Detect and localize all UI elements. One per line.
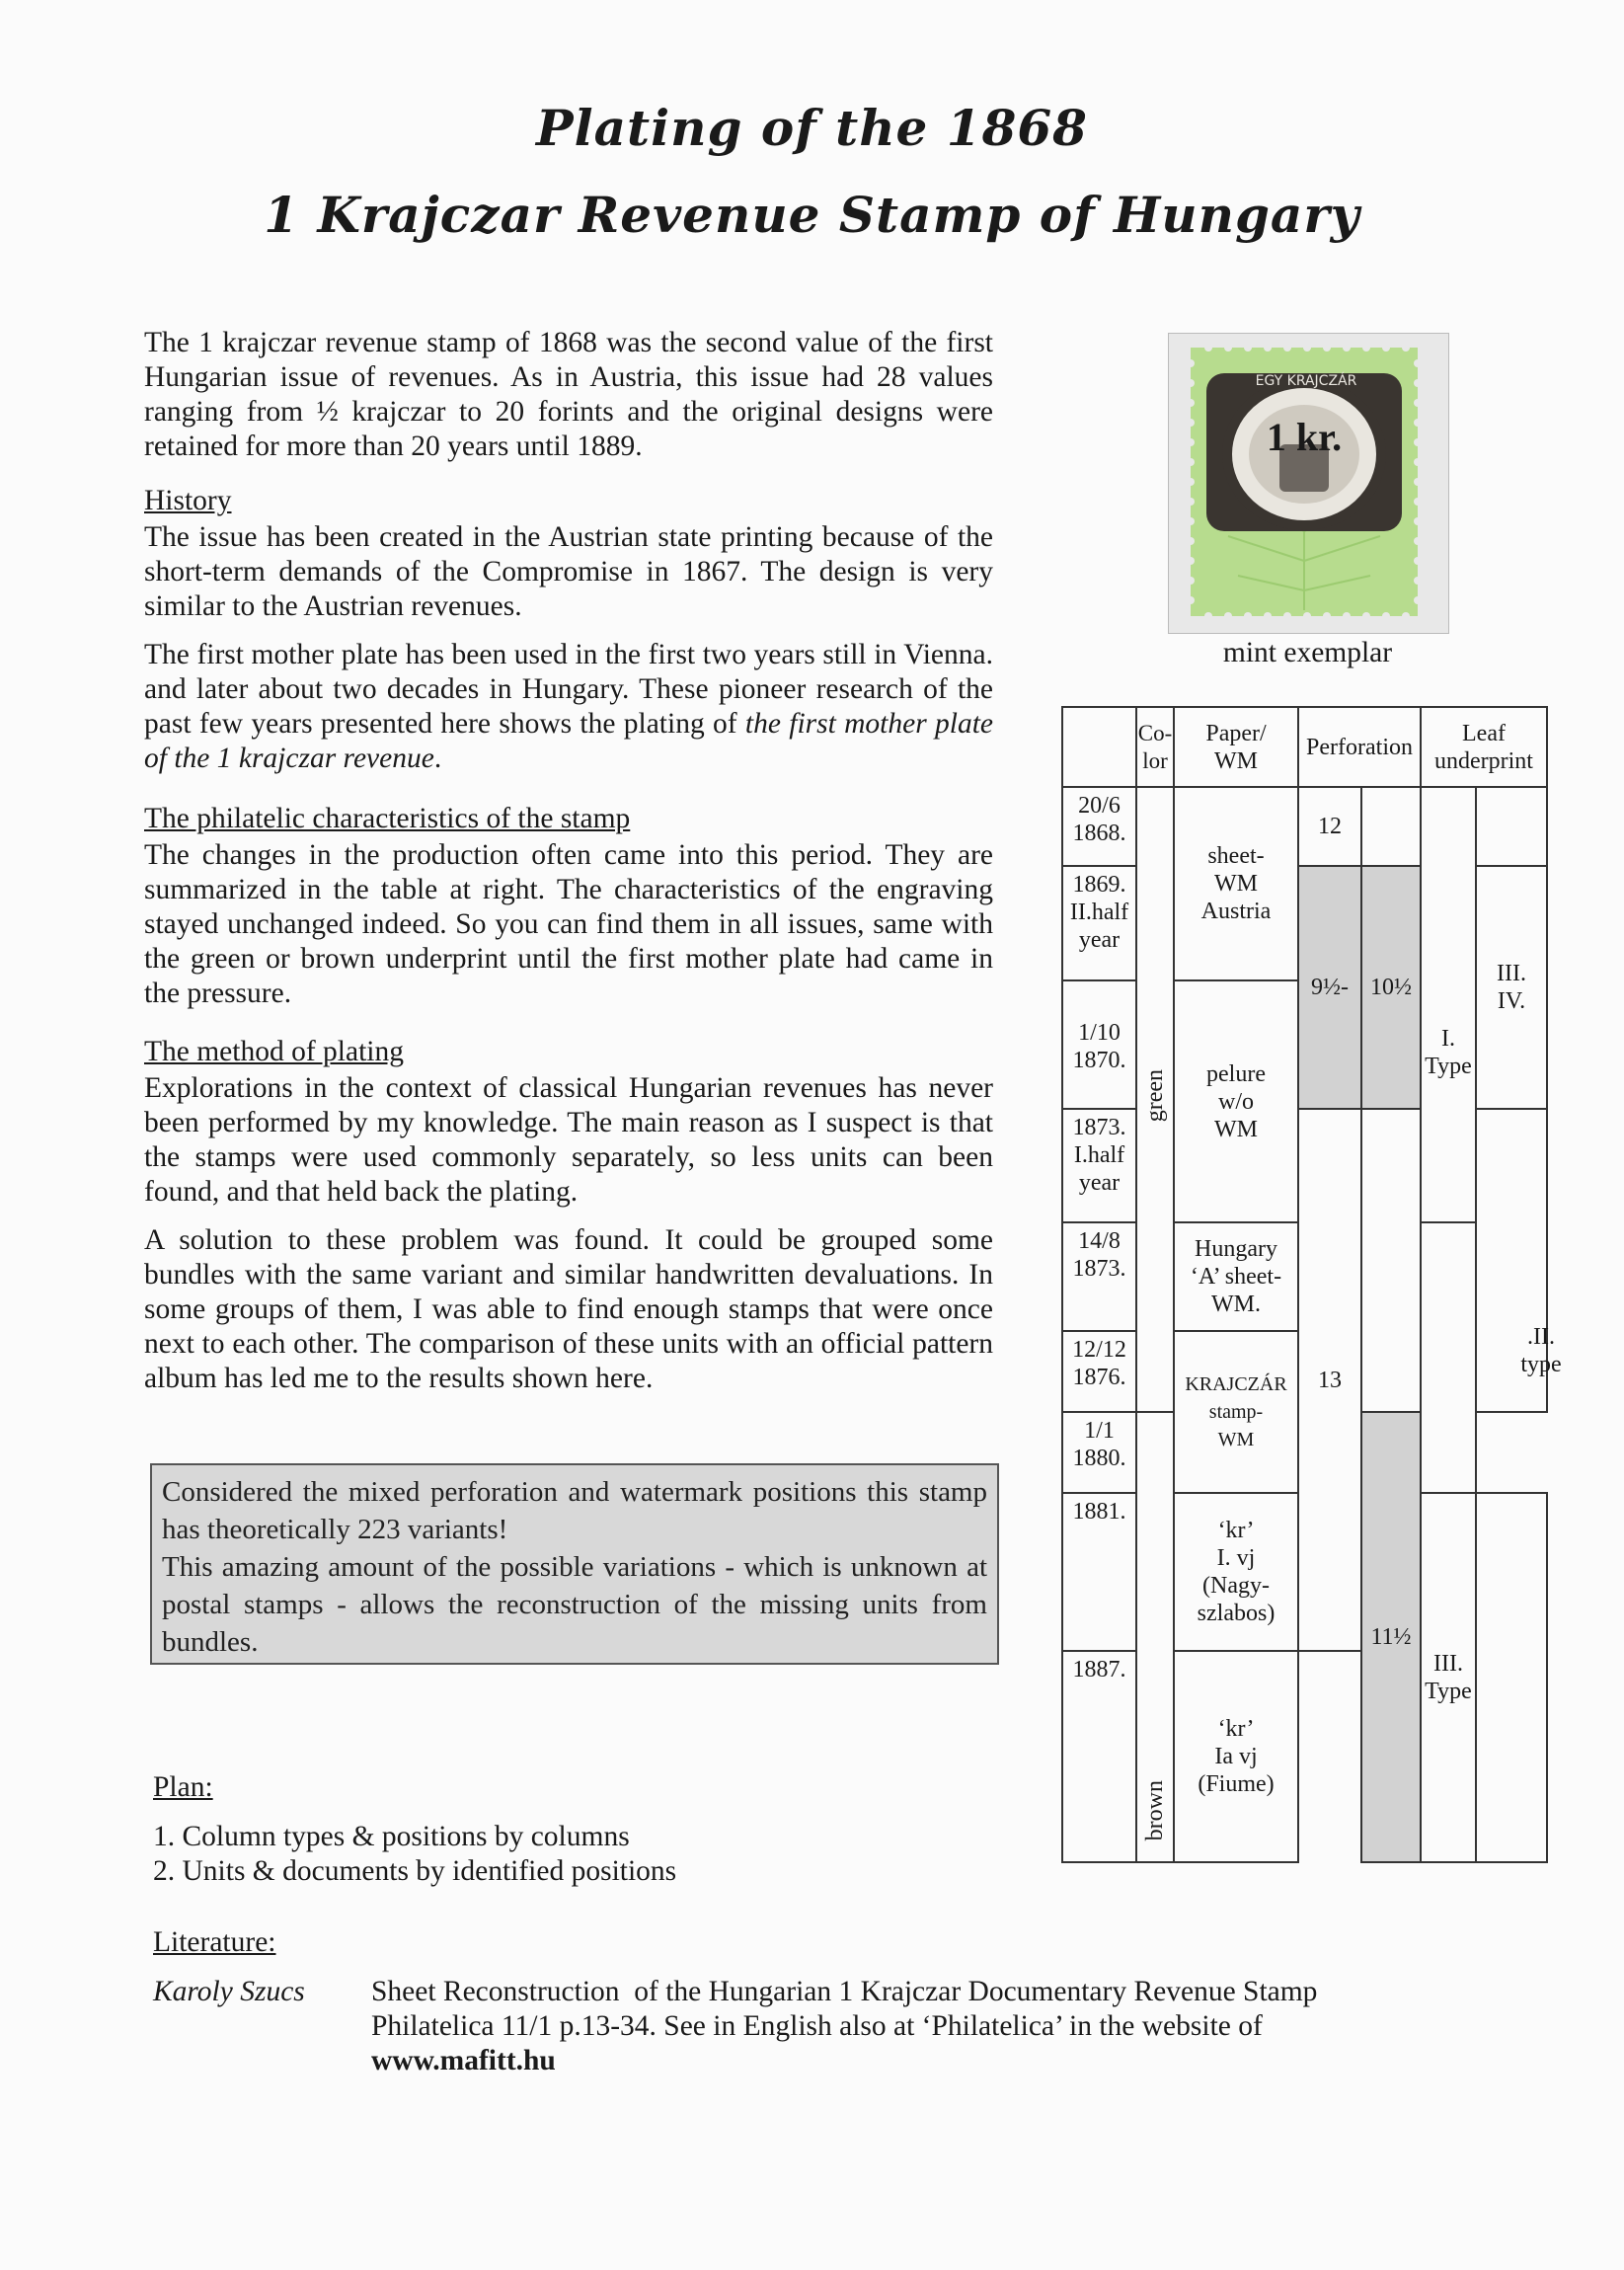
intro-text: The 1 krajczar revenue stamp of 1868 was the second value of the first Hungarian issue of revenues. As in Austria, this issue had 28 values ranging from ½ krajczar to 20 forints and the original designs were retained for more than 20 years until 1889.: [144, 327, 993, 462]
intro-paragraph: [144, 326, 993, 478]
header-date: [1062, 707, 1136, 787]
date-cell: 1881.: [1062, 1493, 1136, 1651]
paper-cell: pelure w/o WM: [1174, 980, 1298, 1222]
method-section: [144, 1035, 993, 1410]
history-section: [144, 484, 993, 790]
perf-10-5-cell: 10½: [1361, 866, 1421, 1109]
characteristics-paragraph: The changes in the production often came into this period. They are summarized in the table at right. The characteristics of the engraving stayed unchanged indeed. So you can find them in all issues, same with the green or brown underprint until the first mother plate had came in the pressure.: [144, 839, 993, 1009]
leaf-empty-cell: [1476, 1493, 1547, 1862]
characteristics-section: [144, 802, 993, 1025]
method-paragraph-2: A solution to these problem was found. It could be grouped some bundles with the same variant and similar handwritten devaluations. In some groups of them, I was able to find enough stamps that were once next to each other. The comparison of these units with an official pattern album has led me to the results shown here.: [144, 1224, 993, 1394]
perf-9-5-cell: 9½-: [1298, 866, 1361, 1109]
note-line-1: Considered the mixed perforation and watermark positions this stamp has theoretically 223 variants!: [162, 1476, 987, 1545]
method-heading: The method of plating: [144, 1036, 404, 1067]
date-cell: 1873. I.half year: [1062, 1109, 1136, 1222]
date-cell: 1887.: [1062, 1651, 1136, 1862]
characteristics-heading: The philatelic characteristics of the stamp: [144, 803, 631, 834]
characteristics-table: [1061, 706, 1548, 1863]
leaf-empty-cell: [1476, 787, 1547, 866]
literature-line-2: Philatelica 11/1 p.13-34. See in English also at ‘Philatelica’ in the website of: [371, 2010, 1263, 2042]
stamp-value: 1 kr.: [1266, 415, 1343, 459]
date-cell: 20/6 1868.: [1062, 787, 1136, 866]
date-cell: 1/1 1880.: [1062, 1412, 1136, 1493]
perf-11-5-cell: 11½: [1361, 1412, 1421, 1862]
plan-item-2: 2. Units & documents by identified positions: [153, 1855, 677, 1887]
literature-line-1: Sheet Reconstruction of the Hungarian 1 Krajczar Documentary Revenue Stamp: [371, 1976, 1318, 2007]
leaf-t34-cell: III. IV.: [1476, 866, 1547, 1109]
page-title-line-1: Plating of the 1868: [536, 99, 1088, 157]
stamp-top-text: EGY KRAJCZÁR: [1255, 373, 1357, 389]
color-green-label: green: [1142, 1069, 1168, 1123]
literature-heading: Literature:: [153, 1926, 276, 1958]
history-heading: History: [144, 485, 232, 516]
plan-heading: Plan:: [153, 1771, 213, 1803]
literature-url[interactable]: www.mafitt.hu: [371, 2045, 556, 2076]
history-paragraph-1: The issue has been created in the Austrian state printing because of the short-term demands of the Compromise in 1867. The design is very similar to the Austrian revenues.: [144, 521, 993, 622]
perf-13-cell: 13: [1298, 1109, 1361, 1651]
leaf-type1-cell: I. Type: [1421, 787, 1476, 1222]
history-paragraph-2: The first mother plate has been used in the first two years still in Vienna. and later about two decades in Hungary. These pioneer research of the past few years presented here shows the plating of the first mother plate of the 1 krajczar revenue.: [144, 639, 993, 774]
date-cell: 1869. II.half year: [1062, 866, 1136, 980]
stamp-illustration: [1169, 334, 1448, 633]
stamp-image: [1168, 333, 1449, 634]
leaf-empty-cell: [1421, 1222, 1476, 1493]
header-perforation: Perforation: [1298, 707, 1421, 787]
paper-cell: ‘kr’ Ia vj (Fiume): [1174, 1651, 1298, 1862]
paper-cell: KRAJCZÁR stamp- WM: [1174, 1331, 1298, 1493]
table-header-row: [1062, 707, 1547, 787]
literature-author: Karoly Szucs: [153, 1976, 305, 2007]
paper-cell: ‘kr’ I. vj (Nagy- szlabos): [1174, 1493, 1298, 1651]
plan-item-1: 1. Column types & positions by columns: [153, 1821, 630, 1852]
date-cell: 1/10 1870.: [1062, 980, 1136, 1109]
stamp-caption: mint exemplar: [1222, 637, 1393, 668]
engraving: [1206, 372, 1402, 531]
header-paper: Paper/ WM: [1174, 707, 1298, 787]
leaf-type3-cell: III. Type: [1421, 1493, 1476, 1862]
date-cell: 12/12 1876.: [1062, 1331, 1136, 1412]
paper-cell: sheet- WM Austria: [1174, 787, 1298, 980]
perf-empty-cell: [1361, 787, 1421, 866]
color-brown-cell: [1136, 1412, 1174, 1862]
header-leaf: Leaf underprint: [1421, 707, 1547, 787]
method-paragraph-1: Explorations in the context of classical Hungarian revenues has never been performed by my knowledge. The main reason as I suspect is that the stamps were used commonly separately, so less units can been found, and that held back the plating.: [144, 1072, 993, 1208]
header-color: Co- lor: [1136, 707, 1174, 787]
page-title-line-2: 1 Krajczar Revenue Stamp of Hungary: [264, 186, 1360, 244]
date-cell: 14/8 1873.: [1062, 1222, 1136, 1331]
paper-cell: Hungary ‘A’ sheet- WM.: [1174, 1222, 1298, 1331]
note-line-2: This amazing amount of the possible variations - which is unknown at postal stamps - allows the reconstruction of the missing units from bundles.: [162, 1551, 987, 1658]
color-green-cell: [1136, 787, 1174, 1412]
leaf-type2-label: .II. type: [1520, 1324, 1562, 1377]
perf-12-cell: 12: [1298, 787, 1361, 866]
note-box: [150, 1463, 999, 1665]
color-brown-label: brown: [1142, 1779, 1168, 1840]
perf-empty-cell: [1361, 1109, 1421, 1412]
